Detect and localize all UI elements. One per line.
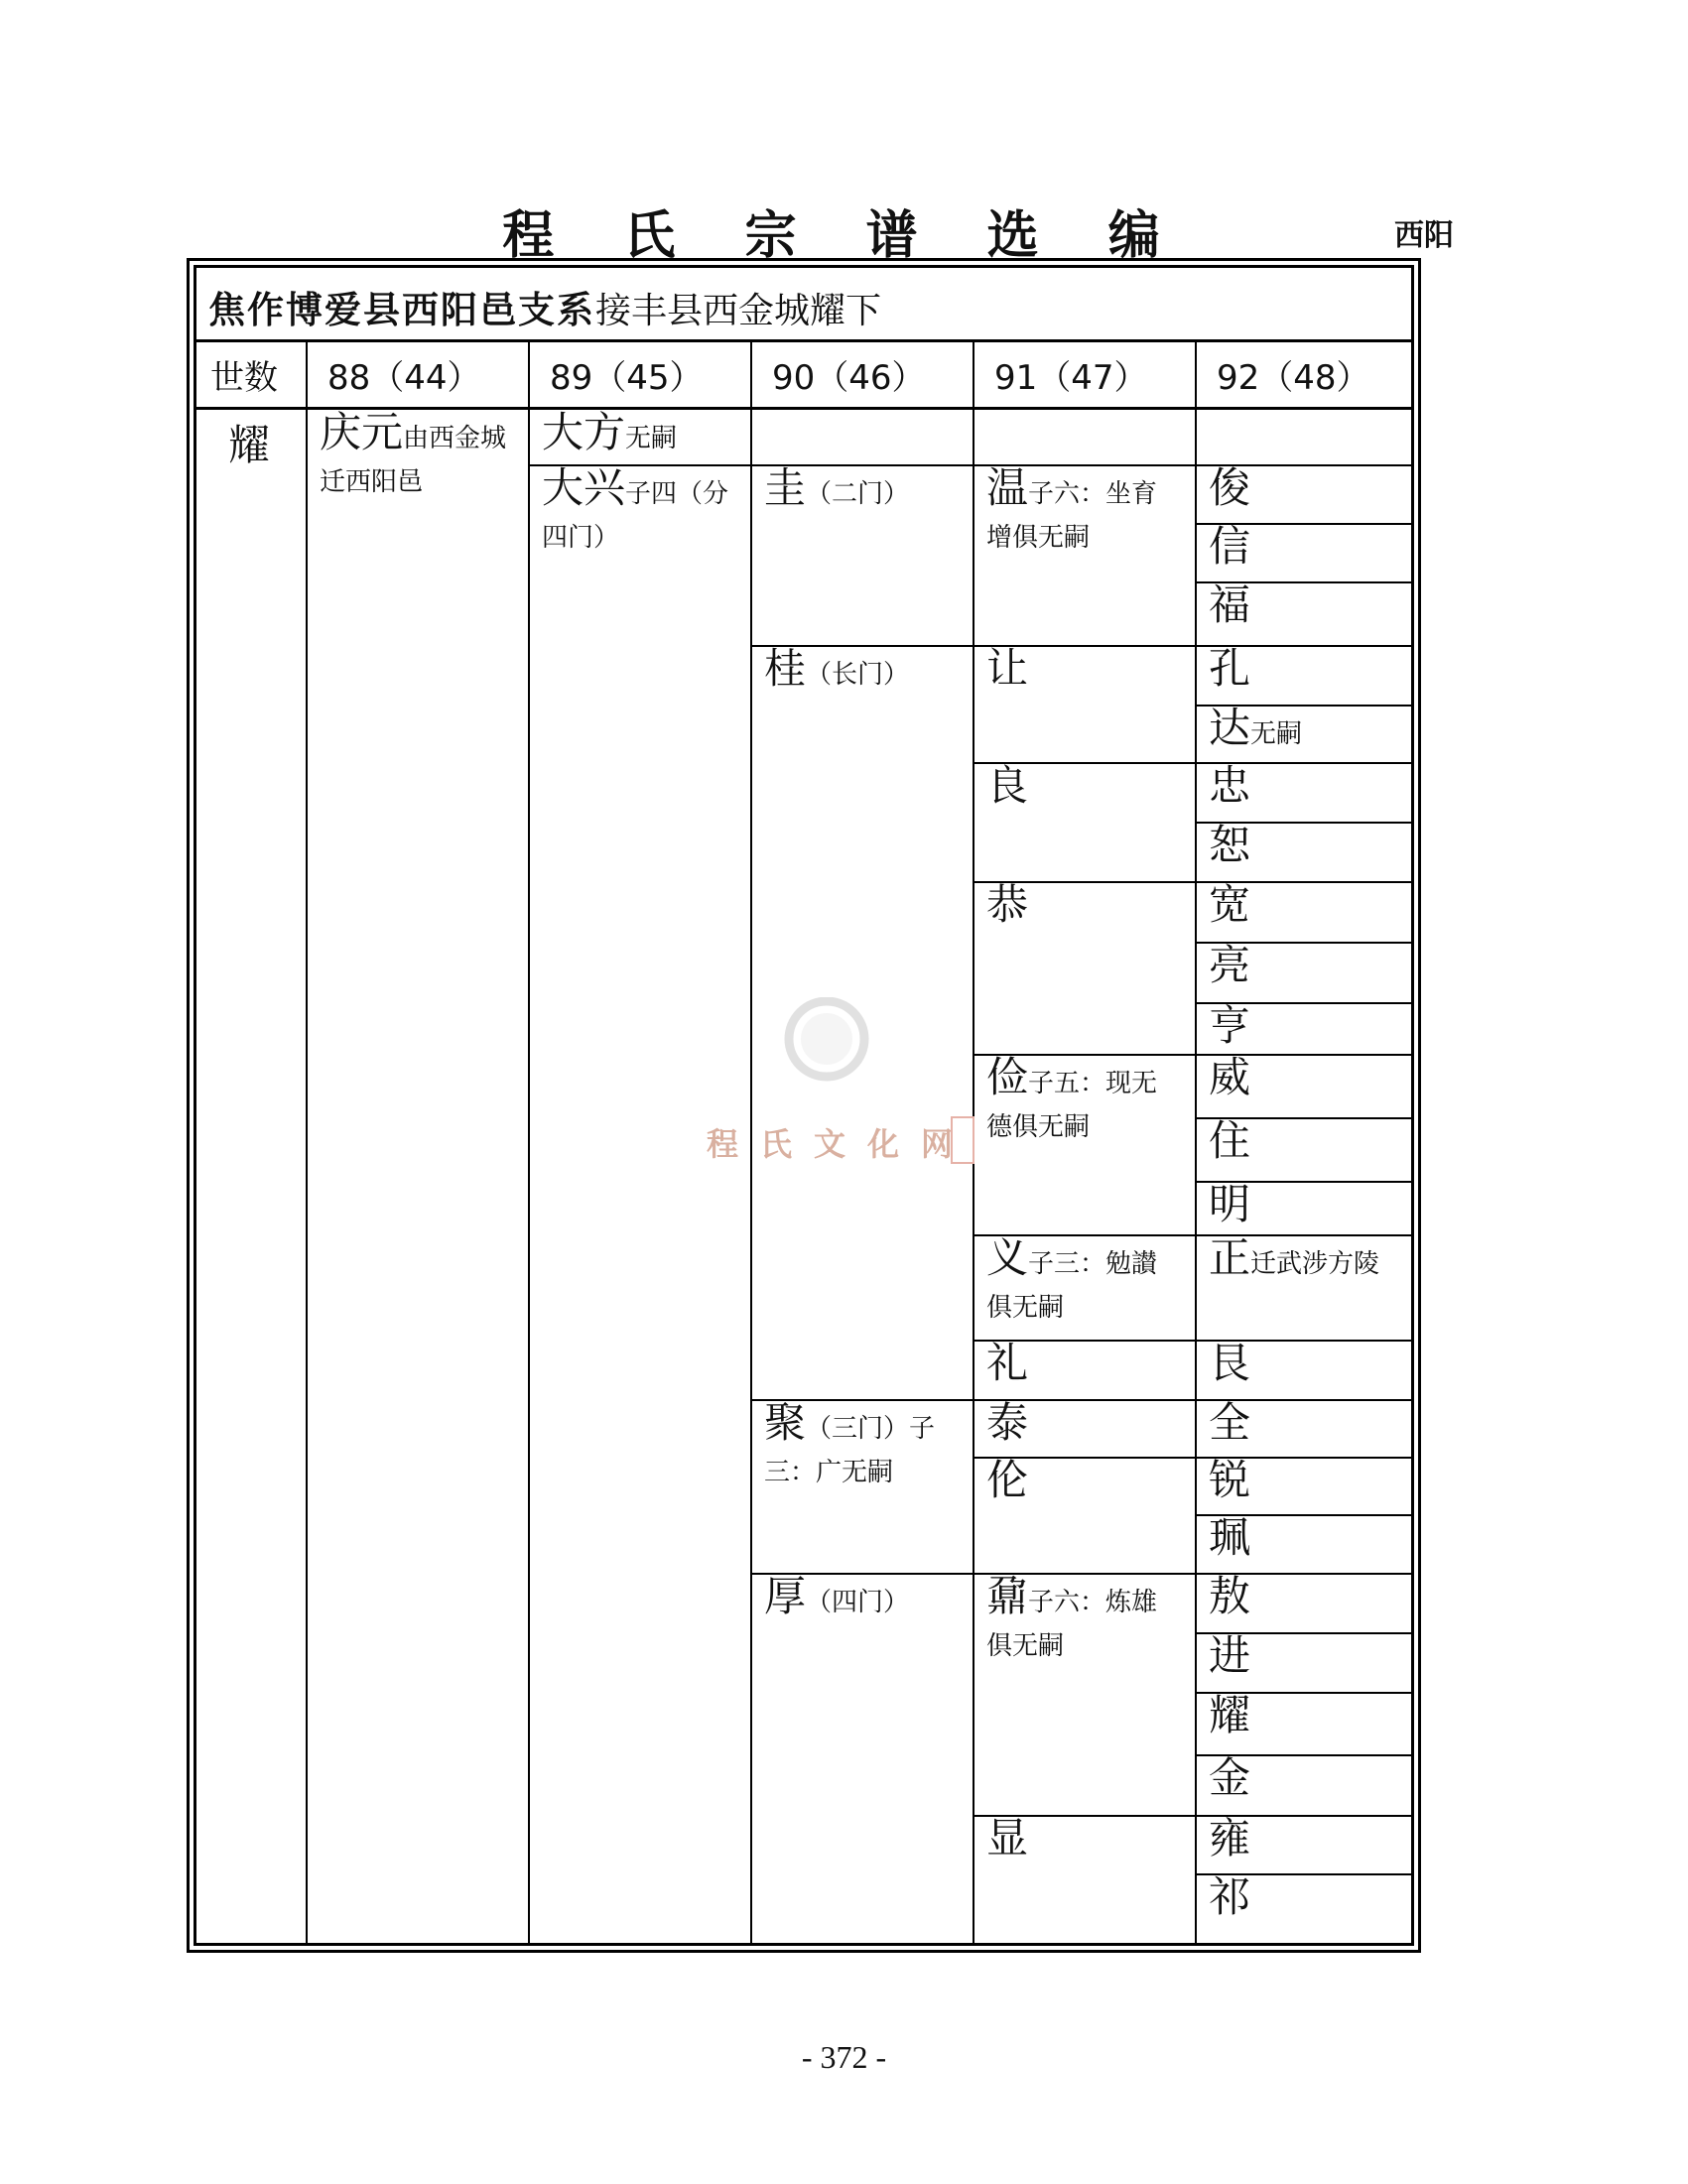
entry-92: [1209, 1814, 1407, 1866]
person-name: 伦: [986, 1456, 1029, 1504]
entry-88: [320, 408, 508, 504]
entry-92: [1209, 1753, 1407, 1806]
entry-92: [1209, 1572, 1407, 1624]
entry-92: [1209, 580, 1407, 633]
column-divider: [306, 339, 308, 1946]
person-name: 厚: [764, 1572, 807, 1620]
person-name: 珮: [1209, 1513, 1251, 1562]
person-name: 明: [1209, 1180, 1251, 1228]
person-name: 桂: [764, 644, 807, 693]
person-name: 金: [1209, 1753, 1251, 1802]
entry-91: [986, 1572, 1175, 1668]
column-header: 89（45）: [550, 358, 704, 398]
watermark-core: [801, 1013, 852, 1065]
book-title: 程 氏 宗 谱 选 编: [502, 205, 1186, 266]
branch-title: [208, 280, 881, 339]
entry-92: [1209, 463, 1407, 516]
entry-90: [764, 1572, 953, 1624]
entry-92: [1209, 1233, 1407, 1286]
entry-91: [986, 1456, 1175, 1508]
entry-92: [1209, 1001, 1407, 1054]
person-name: 耀: [1209, 1691, 1251, 1739]
column-divider: [1195, 339, 1197, 1946]
branch-note: 接丰县西金城耀下: [595, 291, 882, 331]
entry-91: [986, 1814, 1175, 1866]
entry-91: [986, 1053, 1175, 1149]
person-note: 子六：坐育增俱无嗣: [986, 479, 1158, 553]
column-header: 92（48）: [1217, 358, 1370, 398]
person-note: （长门）: [806, 660, 910, 690]
entry-92: [1209, 1398, 1407, 1451]
entry-92: [1209, 1691, 1407, 1743]
person-note: 子三：勉讃俱无嗣: [986, 1249, 1158, 1323]
entry-90: [764, 644, 953, 697]
entry-92: [1209, 704, 1407, 756]
person-note: （四门）: [806, 1588, 910, 1617]
person-name: 礼: [986, 1339, 1029, 1387]
person-name: 鼐: [986, 1572, 1029, 1620]
watermark-text: 程氏文化网: [707, 1125, 975, 1163]
entry-92: [1209, 1513, 1407, 1566]
entry-91: [986, 880, 1175, 933]
person-name: 亮: [1209, 941, 1251, 989]
entry-89: [542, 408, 730, 460]
watermark-seal: [951, 1116, 974, 1164]
entry-92: [1209, 644, 1407, 697]
person-name: 俭: [986, 1053, 1029, 1101]
person-note: 由西金城迁西阳邑: [320, 424, 507, 497]
person-name: 温: [986, 463, 1029, 512]
entry-92: [1209, 1339, 1407, 1391]
person-name: 住: [1209, 1116, 1251, 1165]
person-name: 敖: [1209, 1572, 1251, 1620]
person-name: 聚: [764, 1398, 807, 1447]
person-name: 亨: [1209, 1001, 1251, 1050]
person-name: 正: [1209, 1233, 1251, 1282]
person-name: 俊: [1209, 463, 1251, 512]
person-note: （三门）子三：广无嗣: [764, 1414, 936, 1487]
person-name: 进: [1209, 1631, 1251, 1680]
entry-92: [1209, 880, 1407, 933]
entry-92: [1209, 1180, 1407, 1232]
person-name: 显: [986, 1814, 1029, 1863]
column-header: 90（46）: [772, 358, 926, 398]
entry-91: [986, 463, 1175, 560]
person-name: 圭: [764, 463, 807, 512]
entry-92: [1209, 821, 1407, 873]
column-divider: [528, 339, 530, 1946]
gen-header: 世数: [210, 358, 278, 398]
person-name: 孔: [1209, 644, 1251, 693]
entry-91: [986, 1339, 1175, 1391]
entry-92: [1209, 1053, 1407, 1105]
entry-92: [1209, 522, 1407, 575]
entry-90: [764, 463, 953, 516]
person-note: 子四（分四门）: [542, 479, 729, 553]
column-header: 91（47）: [994, 358, 1148, 398]
title-divider: [194, 339, 1414, 342]
person-note: 子五：现无德俱无嗣: [986, 1069, 1158, 1142]
entry-91: [986, 644, 1175, 697]
entry-89: [542, 463, 730, 560]
person-name: 庆元: [320, 408, 404, 456]
person-name: 良: [986, 761, 1029, 810]
entry-91: [986, 761, 1175, 814]
corner-label: 西阳: [1394, 218, 1454, 253]
person-name: 让: [986, 644, 1029, 693]
person-name: 宽: [1209, 880, 1251, 929]
person-name: 义: [986, 1233, 1029, 1282]
person-name: 恭: [986, 880, 1029, 929]
entry-92: [1209, 941, 1407, 993]
person-note: 迁武涉方陵: [1250, 1249, 1380, 1279]
person-name: 恕: [1209, 821, 1251, 869]
person-name: 福: [1209, 580, 1251, 629]
person-name: 忠: [1209, 761, 1251, 810]
person-name: 泰: [986, 1398, 1029, 1447]
column-header: 88（44）: [327, 358, 481, 398]
person-name: 达: [1209, 704, 1251, 752]
person-name: 大兴: [542, 463, 626, 512]
entry-92: [1209, 1116, 1407, 1169]
person-name: 艮: [1209, 1339, 1251, 1387]
person-note: 无嗣: [625, 424, 678, 453]
entry-92: [1209, 1631, 1407, 1684]
person-name: 威: [1209, 1053, 1251, 1101]
person-name: 信: [1209, 522, 1251, 571]
person-name: 雍: [1209, 1814, 1251, 1863]
entry-92: [1209, 1872, 1407, 1925]
person-name: 祁: [1209, 1872, 1251, 1921]
entry-92: [1209, 1456, 1407, 1508]
watermark-emblem: [695, 997, 973, 1196]
person-note: 无嗣: [1250, 719, 1303, 749]
entry-91: [986, 1398, 1175, 1451]
person-note: 子六：炼雄俱无嗣: [986, 1588, 1158, 1661]
person-name: 全: [1209, 1398, 1251, 1447]
entry-90: [764, 1398, 953, 1494]
generation-char: 耀: [228, 421, 271, 469]
person-name: 大方: [542, 408, 626, 456]
person-note: （二门）: [806, 479, 910, 509]
page-number: - 372 -: [801, 2039, 887, 2075]
entry-92: [1209, 761, 1407, 814]
branch-name: 焦作博爱县西阳邑支系: [208, 288, 595, 331]
entry-91: [986, 1233, 1175, 1330]
person-name: 锐: [1209, 1456, 1251, 1504]
